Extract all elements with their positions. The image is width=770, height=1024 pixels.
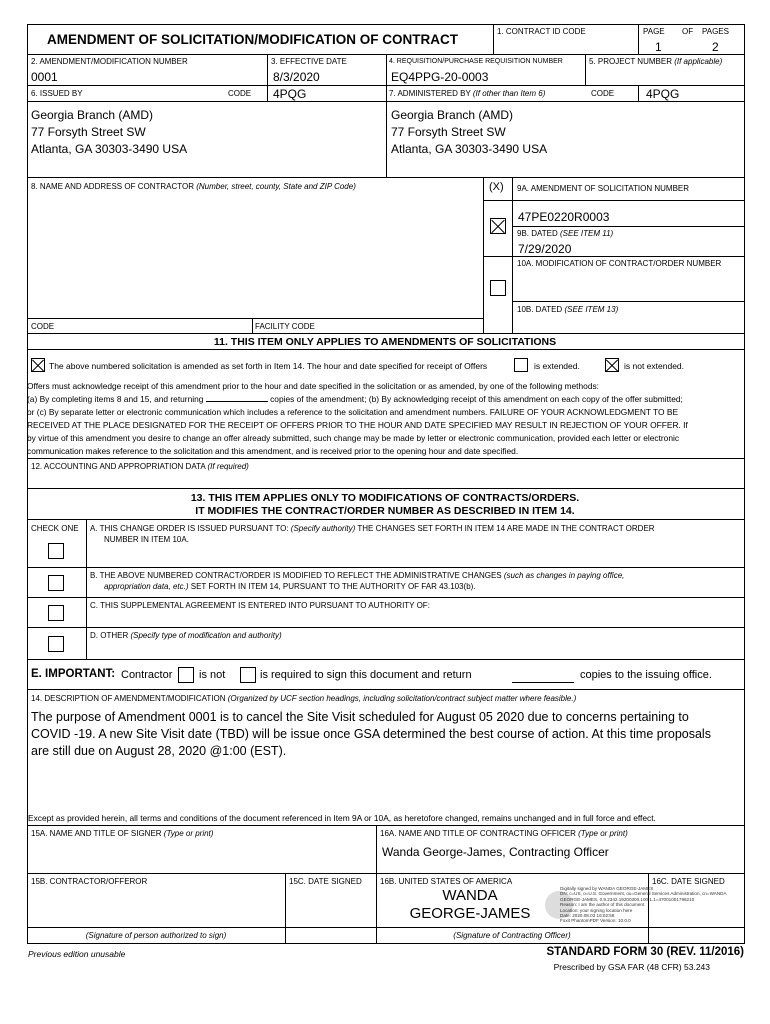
contractor-address-label-text: 8. NAME AND ADDRESS OF CONTRACTOR [31, 182, 194, 191]
s13-b-text [90, 571, 624, 580]
grid-line [27, 825, 745, 826]
s11-checkbox-amended[interactable] [31, 358, 45, 372]
description-label-text: 14. DESCRIPTION OF AMENDMENT/MODIFICATION [31, 694, 226, 703]
pages-label: PAGES [702, 27, 729, 36]
s13-c-text: C. THIS SUPPLEMENTAL AGREEMENT IS ENTERED INTO PURSUANT TO AUTHORITY OF: [90, 601, 430, 610]
administered-by-label-text: 7. ADMINISTERED BY [389, 89, 471, 98]
s11-para-line: communication makes reference to the solicitation and this amendment, and is received prior to the opening hour and date specified. [27, 446, 519, 456]
s13-b-text-line2 [104, 582, 476, 591]
issued-by-code-value: 4PQG [273, 87, 307, 101]
of-label: OF [682, 27, 694, 36]
s11-para-a: (a) By completing items 8 and 15, and returning [27, 394, 204, 404]
contract-id-label: 1. CONTRACT ID CODE [497, 27, 586, 36]
dated-9b-label-suffix: (SEE ITEM 11) [559, 229, 614, 238]
s13-checkbox-a[interactable] [48, 543, 64, 559]
grid-line [285, 873, 286, 943]
copies-count-blank[interactable] [206, 401, 268, 402]
grid-line [585, 54, 586, 85]
grid-line [27, 333, 745, 334]
section-11-title: 11. THIS ITEM ONLY APPLIES TO AMENDMENTS OF SOLICITATIONS [213, 336, 557, 348]
project-number-label-suffix: (If applicable) [674, 57, 723, 66]
page-label: PAGE [643, 27, 665, 36]
signature-name-line: GEORGE-JAMES [409, 905, 531, 922]
check-one-label: CHECK ONE [31, 524, 79, 533]
dated-10b-label [517, 305, 618, 314]
s11-para-line: RECEIVED AT THE PLACE DESIGNATED FOR THE RECEIPT OF OFFERS PRIOR TO THE HOUR AND DATE SPECIFIED MAY RESULT IN REJECTION OF YOUR OFFER. If [27, 420, 688, 430]
s13-a-text-3: NUMBER IN ITEM 10A. [104, 535, 189, 544]
important-checkbox-is-not[interactable] [178, 667, 194, 683]
description-line: are still due on August 28, 2020 @1:00 (EST). [31, 744, 287, 758]
signature-name-line: WANDA [442, 887, 498, 904]
amendment-number-label: 2. AMENDMENT/MODIFICATION NUMBER [31, 57, 188, 66]
s13-checkbox-b[interactable] [48, 575, 64, 591]
s11-not-extended-label: is not extended. [624, 361, 685, 371]
united-states-label: 16B. UNITED STATES OF AMERICA [380, 877, 513, 886]
grid-line [493, 24, 494, 55]
administered-by-code-label: CODE [591, 89, 615, 98]
grid-line [27, 177, 745, 178]
grid-line [483, 200, 745, 201]
issued-by-address-line: Georgia Branch (AMD) [31, 108, 154, 122]
signer-name-label-suffix: (Type or print) [163, 829, 214, 838]
administered-by-label-suffix: (If other than Item 6) [472, 89, 546, 98]
description-line: COVID -19. A new Site Visit date (TBD) will be issue once GSA determined the best course of action. At this time proposals [31, 727, 711, 741]
form-border-bottom [27, 943, 745, 944]
grid-line [27, 659, 745, 660]
grid-line [27, 627, 745, 628]
s11-para-a-rest: copies of the amendment; (b) By acknowledging receipt of this amendment on each copy of the offer submitted; [270, 394, 683, 404]
modification-checkbox-10[interactable] [490, 280, 506, 296]
except-text: Except as provided herein, all terms and conditions of the document referenced in Item 9A or 10A, as heretofore changed, remains unchanged and in full force and effect. [28, 813, 656, 823]
s11-paragraph [27, 380, 688, 458]
s13-b-text-1: B. THE ABOVE NUMBERED CONTRACT/ORDER IS MODIFIED TO REFLECT THE ADMINISTRATIVE CHANGES [90, 571, 502, 580]
grid-line [483, 256, 745, 257]
officer-signature-caption: (Signature of Contracting Officer) [453, 931, 571, 940]
accounting-data-label [31, 462, 249, 471]
administered-by-address-line: 77 Forsyth Street SW [391, 125, 506, 139]
grid-line [512, 226, 745, 227]
officer-date-signed-label: 16C. DATE SIGNED [652, 877, 725, 886]
s13-d-text-1: D. OTHER [90, 631, 129, 640]
grid-line [27, 567, 745, 568]
administered-by-address-line: Atlanta, GA 30303-3490 USA [391, 142, 548, 156]
page-value: 1 [655, 40, 662, 54]
signer-name-label [31, 829, 213, 838]
effective-date-value: 8/3/2020 [273, 70, 320, 84]
pages-value: 2 [712, 40, 719, 54]
contractor-offeror-label: 15B. CONTRACTOR/OFFEROR [31, 877, 148, 886]
signature-detail-line: Digitally signed by WANDA GEORGE-JAMES [560, 886, 654, 891]
grid-line [386, 54, 387, 177]
signature-name [396, 887, 544, 923]
issued-by-code-label: CODE [228, 89, 252, 98]
important-checkbox-is-required[interactable] [240, 667, 256, 683]
grid-line [27, 488, 745, 489]
amendment-number-value: 0001 [31, 70, 58, 84]
grid-line [27, 519, 745, 520]
accounting-data-label-suffix: (If required) [207, 462, 249, 471]
important-is-not: is not [199, 669, 226, 681]
important-copies-blank[interactable] [512, 670, 574, 683]
standard-form-label: STANDARD FORM 30 (REV. 11/2016) [546, 946, 744, 958]
s13-checkbox-d[interactable] [48, 636, 64, 652]
dated-10b-label-text: 10B. DATED [517, 305, 563, 314]
grid-line [267, 54, 268, 101]
issued-by-address [31, 107, 187, 158]
contracting-officer-label-suffix: (Type or print) [578, 829, 628, 838]
important-contractor: Contractor [121, 669, 173, 681]
description-label [31, 694, 576, 703]
important-label: E. IMPORTANT: [31, 668, 116, 680]
administered-by-address [391, 107, 547, 158]
contractor-date-signed-label: 15C. DATE SIGNED [289, 877, 362, 886]
grid-line [376, 825, 377, 943]
s13-d-text [90, 631, 282, 640]
requisition-number-label: 4. REQUISITION/PURCHASE REQUISITION NUMBER [389, 58, 563, 65]
requisition-number-value: EQ4PPG-20-0003 [391, 70, 489, 84]
signature-details [560, 886, 727, 924]
s11-line1: The above numbered solicitation is amended as set forth in Item 14. The hour and date specified for receipt of Offers [49, 361, 488, 371]
administered-by-address-line: Georgia Branch (AMD) [391, 108, 514, 122]
issued-by-address-line: 77 Forsyth Street SW [31, 125, 146, 139]
grid-line [27, 318, 483, 319]
grid-line [27, 927, 745, 928]
s11-checkbox-extended[interactable] [514, 358, 528, 372]
form-title: AMENDMENT OF SOLICITATION/MODIFICATION OF CONTRACT [47, 32, 458, 47]
important-copies: copies to the issuing office. [580, 669, 712, 681]
signature-detail-line: GEORGE-JAMES, 0.9.2342.19200300.100.1.1=47001001796210 [560, 896, 695, 902]
accounting-data-label-text: 12. ACCOUNTING AND APPROPRIATION DATA [31, 462, 206, 471]
amendment-solicitation-label: 9A. AMENDMENT OF SOLICITATION NUMBER [517, 184, 690, 193]
contractor-code-label: CODE [31, 322, 55, 331]
signature-detail-line: Reason: I am the author of this document [560, 902, 645, 908]
s13-a-text-italic: (Specify authority) [290, 524, 356, 533]
grid-line [638, 85, 639, 101]
signature-detail-line: Date: 2020.08.03 16:02:58 [560, 913, 615, 919]
previous-edition: Previous edition unusable [28, 949, 126, 959]
description-body [31, 709, 711, 760]
s11-para-line [27, 393, 688, 406]
s13-a-text-2: THE CHANGES SET FORTH IN ITEM 14 ARE MADE IN THE CONTRACT ORDER [357, 524, 655, 533]
contracting-officer-value: Wanda George-James, Contracting Officer [382, 845, 609, 859]
form-border-left [27, 24, 28, 944]
project-number-label [589, 57, 722, 66]
s11-extended-label: is extended. [534, 361, 580, 371]
s11-para-line: Offers must acknowledge receipt of this amendment prior to the hour and date specified in the solicitation or as amended, by one of the following methods: [27, 381, 599, 391]
grid-line [638, 24, 639, 55]
grid-line [27, 458, 745, 459]
grid-line [27, 597, 745, 598]
description-line: The purpose of Amendment 0001 is to cancel the Site Visit scheduled for August 05 2020 due to concerns pertaining to [31, 710, 689, 724]
amendment-solicitation-value: 47PE0220R0003 [518, 210, 610, 224]
issued-by-label: 6. ISSUED BY [31, 89, 83, 98]
contracting-officer-label [380, 829, 628, 838]
dated-9b-value: 7/29/2020 [518, 242, 572, 256]
signer-name-label-text: 15A. NAME AND TITLE OF SIGNER [31, 829, 162, 838]
project-number-label-text: 5. PROJECT NUMBER [589, 57, 672, 66]
grid-line [27, 349, 745, 350]
dated-9b-label [517, 229, 613, 238]
contractor-address-label-suffix: (Number, street, county, State and ZIP Code) [196, 182, 356, 191]
s13-a-text [90, 524, 655, 533]
s13-b-text-2: SET FORTH IN ITEM 14, PURSUANT TO THE AUTHORITY OF FAR 43.103(b). [190, 582, 476, 591]
s11-checkbox-not-extended[interactable] [605, 358, 619, 372]
s13-d-text-italic: (Specify type of modification and authority) [130, 631, 282, 640]
grid-line [252, 318, 253, 333]
grid-line [27, 873, 745, 874]
important-is-required: is required to sign this document and return [260, 669, 472, 681]
administered-by-code-value: 4PQG [646, 87, 680, 101]
grid-line [27, 689, 745, 690]
s11-para-line: or (c) By separate letter or electronic communication which includes a reference to the solicitation and amendment numbers. FAILURE OF YOUR ACKNOWLEDGMENT TO BE [27, 407, 679, 417]
s13-a-text-1: A. THIS CHANGE ORDER IS ISSUED PURSUANT TO: [90, 524, 289, 533]
issued-by-address-line: Atlanta, GA 30303-3490 USA [31, 142, 188, 156]
section-13-title-2: IT MODIFIES THE CONTRACT/ORDER NUMBER AS DESCRIBED IN ITEM 14. [195, 505, 575, 517]
facility-code-label: FACILITY CODE [255, 322, 315, 331]
s13-b-text-italic-1: (such as changes in paying office, [503, 571, 625, 580]
grid-line [27, 101, 745, 102]
administered-by-label [389, 89, 545, 98]
x-column-header: (X) [489, 181, 504, 193]
section-13-title-1: 13. THIS ITEM APPLIES ONLY TO MODIFICATIONS OF CONTRACTS/ORDERS. [190, 492, 580, 504]
description-label-suffix: (Organized by UCF section headings, including solicitation/contract subject matter where feasible.) [227, 694, 577, 703]
dated-10b-label-suffix: (SEE ITEM 13) [564, 305, 619, 314]
contractor-address-label [31, 182, 356, 191]
grid-line [86, 519, 87, 659]
amendment-checkbox-9[interactable] [490, 218, 506, 234]
s13-b-text-italic-2: appropriation data, etc.) [104, 582, 189, 591]
s13-checkbox-c[interactable] [48, 605, 64, 621]
grid-line [512, 301, 745, 302]
signature-detail-line: DN: c=US, o=U.S. Government, ou=General Services Administration, cn=WANDA [560, 891, 727, 897]
prescribed-by: Prescribed by GSA FAR (48 CFR) 53.243 [553, 962, 710, 972]
effective-date-label: 3. EFFECTIVE DATE [271, 57, 347, 66]
modification-contract-label: 10A. MODIFICATION OF CONTRACT/ORDER NUMBER [517, 259, 722, 268]
dated-9b-label-text: 9B. DATED [517, 229, 558, 238]
signature-detail-line: Location: your signing location here [560, 907, 633, 913]
contractor-signature-caption: (Signature of person authorized to sign) [85, 931, 227, 940]
contracting-officer-label-text: 16A. NAME AND TITLE OF CONTRACTING OFFICER [380, 829, 576, 838]
form-border-right [744, 24, 745, 944]
signature-detail-line: Foxit PhantomPDF Version: 10.0.0 [560, 918, 631, 924]
s11-para-line: by virtue of this amendment you desire to change an offer already submitted, such change may be made by letter or electronic communication, provided each letter or electronic [27, 433, 680, 443]
